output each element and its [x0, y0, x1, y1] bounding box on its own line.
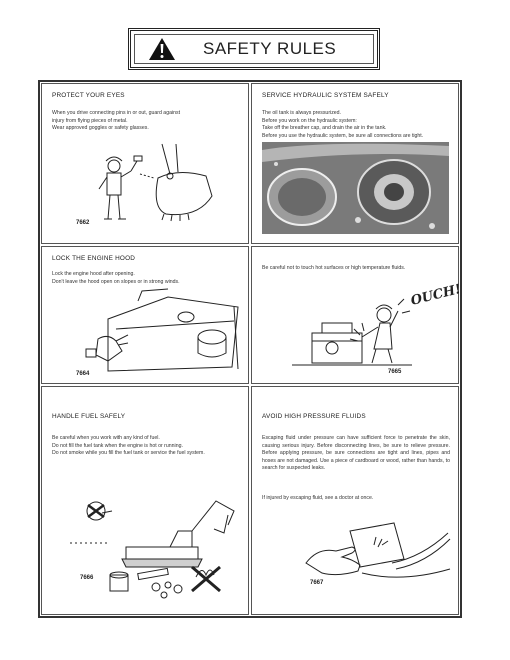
text-line: When you drive connecting pins in or out, guard against — [52, 110, 181, 116]
panel-heading: PROTECT YOUR EYES — [52, 92, 125, 99]
text-line: Take off the breather cap, and drain the air in the tank. — [262, 125, 387, 132]
panel-text — [262, 110, 450, 140]
panel-protect-eyes — [41, 83, 249, 244]
ouch-exclamation: OUCH! — [409, 281, 463, 309]
text-line: Lock the engine hood after opening. — [52, 271, 135, 277]
panel-text — [52, 435, 240, 458]
fuel-safety-illustration — [56, 491, 242, 603]
figure-number: 7666 — [80, 575, 94, 581]
cardboard-leak-check-illustration — [302, 517, 452, 587]
figure-number: 7662 — [76, 220, 90, 226]
panel-engine-hood — [41, 246, 249, 384]
text-line: Do not fill the fuel tank when the engine is hot or running. — [52, 442, 183, 449]
hydraulic-tank-photo — [262, 142, 449, 234]
panel-heading: SERVICE HYDRAULIC SYSTEM SAFELY — [262, 92, 389, 99]
figure-number: 7664 — [76, 371, 90, 377]
worker-bucket-illustration — [92, 144, 232, 240]
text-line: Before you work on the hydraulic system: — [262, 117, 357, 124]
text-line: Do not smoke while you fill the fuel tank or service the fuel system. — [52, 450, 205, 457]
panel-heading: AVOID HIGH PRESSURE FLUIDS — [262, 413, 366, 420]
text-line: Don't leave the hood open on slopes or in strong winds. — [52, 278, 180, 285]
panel-text — [52, 110, 240, 133]
engine-hood-illustration — [78, 289, 244, 381]
title-inner-frame — [134, 34, 374, 64]
figure-number: 7667 — [310, 580, 324, 586]
warning-triangle-icon — [147, 36, 177, 62]
panel-text — [52, 271, 240, 286]
panel-text-injury: If injured by escaping fluid, see a doctor at once. — [262, 495, 374, 501]
hot-engine-worker-illustration — [272, 281, 463, 381]
panel-hot-surfaces — [251, 246, 463, 384]
text-line: injury from flying pieces of metal. — [52, 117, 128, 124]
panel-heading: HANDLE FUEL SAFELY — [52, 413, 126, 420]
text-line: The oil tank is always pressurized. — [262, 110, 341, 116]
panel-hydraulic-system — [251, 83, 459, 244]
panel-text: Be careful not to touch hot surfaces or high temperature fluids. — [262, 265, 406, 271]
panel-high-pressure-fluids — [251, 386, 459, 615]
figure-number: 7665 — [388, 369, 402, 375]
breather-cap-image — [262, 142, 449, 234]
panel-handle-fuel — [41, 386, 249, 615]
page-title: SAFETY RULES — [203, 39, 337, 58]
text-line: Be careful when you work with any kind of fuel. — [52, 435, 160, 441]
panel-heading: LOCK THE ENGINE HOOD — [52, 255, 136, 262]
panel-text: Escaping fluid under pressure can have sufficient force to penetrate the skin, causing serious injury. Before disconnecting lines, be sure to relieve pressure. Before applying pressure, be sure connections are tight and lines, pipes and hoses are not damaged. Use a piece of cardboard or wood, rather than hands, to search for suspected leaks. — [262, 435, 450, 472]
title-banner — [128, 28, 380, 70]
text-line: Before you use the hydraulic system, be sure all connections are tight. — [262, 132, 424, 139]
text-line: Wear approved goggles or safety glasses. — [52, 125, 149, 132]
